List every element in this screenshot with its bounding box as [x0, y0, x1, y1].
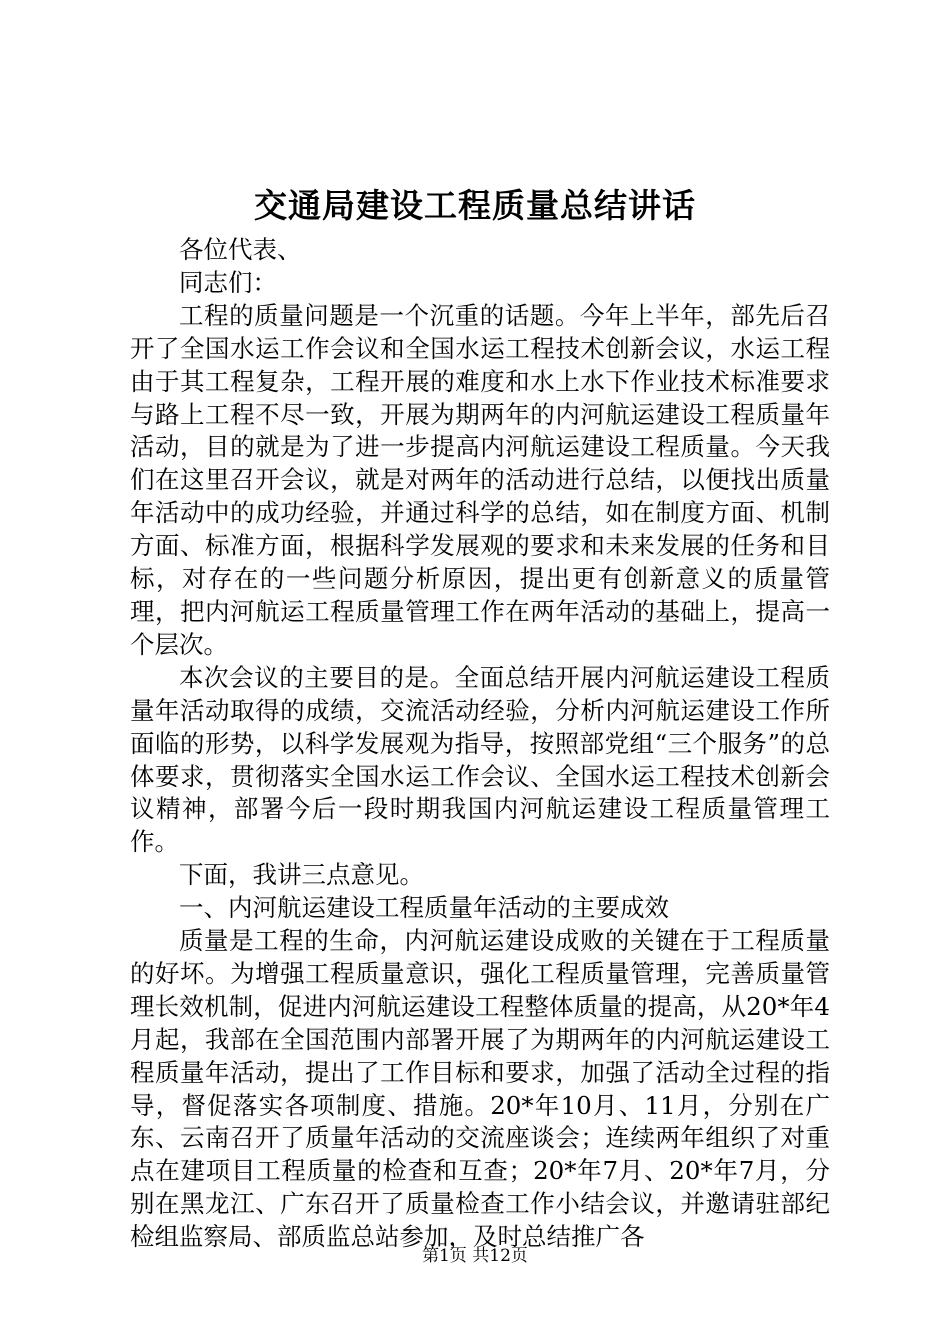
- body-paragraph-transition: 下面，我讲三点意见。: [179, 860, 424, 890]
- salutation-line-2: 同志们：: [179, 267, 277, 297]
- document-body: [130, 234, 830, 1254]
- body-paragraph-purpose: 本次会议的主要目的是。全面总结开展内河航运建设工程质量年活动取得的成绩，交流活动经验，分析内河航运建设工作所面临的形势，以科学发展观为指导，按照部党组“三个服务”的总体要求，贯彻落实全国水运工作会议、全国水运工程技术创新会议精神，部署今后一段时期我国内河航运建设工程质量管理工作。: [130, 662, 830, 857]
- body-paragraph-achievements: 质量是工程的生命，内河航运建设成败的关键在于工程质量的好坏。为增强工程质量意识，强化工程质量管理，完善质量管理长效机制，促进内河航运建设工程整体质量的提高，从20*年4月起，我部在全国范围内部署开展了为期两年的内河航运建设工程质量年活动，提出了工作目标和要求，加强了活动全过程的指导，督促落实各项制度、措施。20*年10月、11月，分别在广东、云南召开了质量年活动的交流座谈会；连续两年组织了对重点在建项目工程质量的检查和互查；20*年7月、20*年7月，分别在黑龙江、广东召开了质量检查工作小结会议，并邀请驻部纪检组监察局、部质监总站参加，及时总结推广各: [130, 926, 830, 1252]
- body-paragraph-intro: 工程的质量问题是一个沉重的话题。今年上半年，部先后召开了全国水运工作会议和全国水运工程技术创新会议，水运工程由于其工程复杂，工程开展的难度和水上水下作业技术标准要求与路上工程不尽一致，开展为期两年的内河航运建设工程质量年活动，目的就是为了进一步提高内河航运建设工程质量。今天我们在这里召开会议，就是对两年的活动进行总结，以便找出质量年活动中的成功经验，并通过科学的总结，如在制度方面、机制方面、标准方面，根据科学发展观的要求和未来发展的任务和目标，对存在的一些问题分析原因，提出更有创新意义的质量管理，把内河航运工程质量管理工作在两年活动的基础上，提高一个层次。: [130, 300, 830, 659]
- section-heading-1: 一、内河航运建设工程质量年活动的主要成效: [179, 893, 669, 923]
- document-title: 交通局建设工程质量总结讲话: [254, 186, 696, 225]
- page-footer: 第1页 共12页: [422, 1246, 528, 1266]
- salutation-line-1: 各位代表、: [179, 235, 302, 264]
